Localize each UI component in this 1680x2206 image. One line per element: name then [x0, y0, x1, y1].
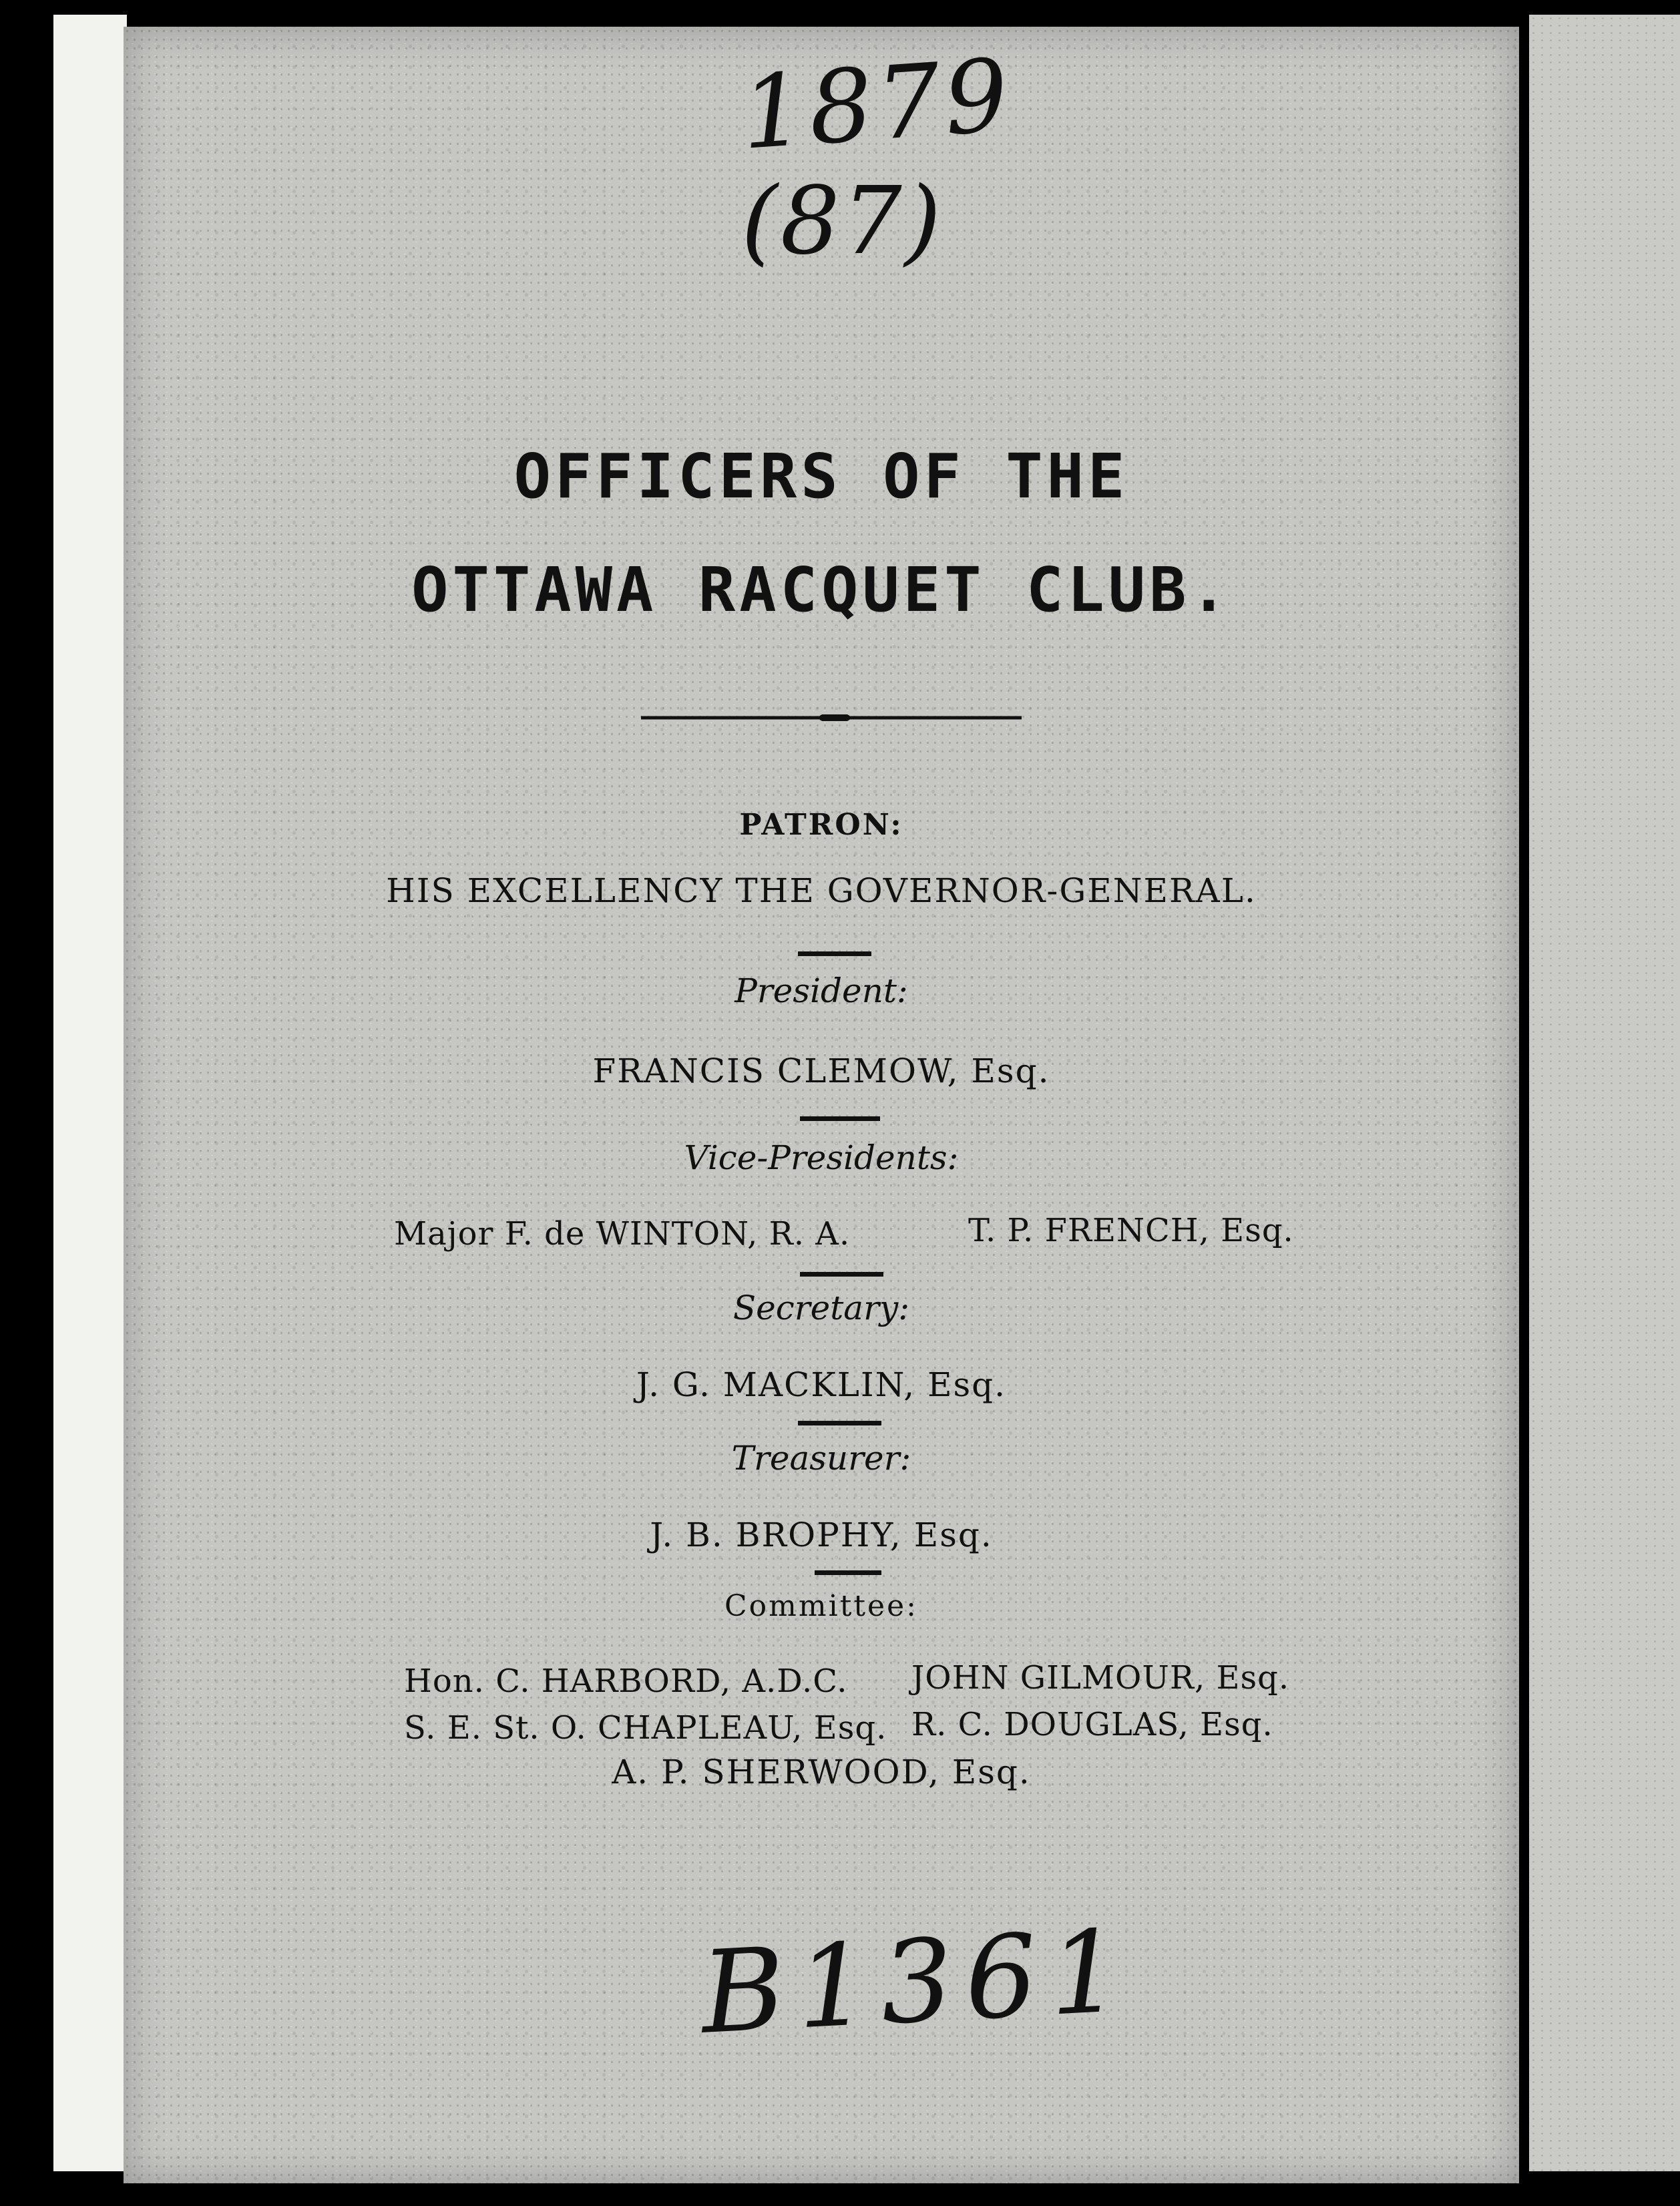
handwritten-page-ref: (87)	[741, 167, 944, 276]
adjacent-page-edge	[1529, 15, 1680, 2171]
handwritten-year: 1879	[737, 37, 1016, 172]
committee-member: Hon. C. HARBORD, A.D.C.	[404, 1663, 848, 1700]
vice-president-1: Major F. de WINTON, R. A.	[394, 1215, 851, 1253]
handwritten-shelfmark: B1361	[698, 1905, 1137, 2060]
secretary-label: Secretary:	[732, 1289, 910, 1327]
patron-name: HIS EXCELLENCY THE GOVERNOR-GENERAL.	[386, 871, 1257, 910]
treasurer-label: Treasurer:	[731, 1439, 911, 1478]
title-line-1: OFFICERS OF THE	[513, 441, 1129, 512]
committee-member: S. E. St. O. CHAPLEAU, Esq.	[404, 1709, 887, 1747]
divider-rule	[798, 1421, 881, 1425]
president-name: FRANCIS CLEMOW, Esq.	[592, 1052, 1050, 1090]
divider-rule	[800, 1272, 883, 1277]
president-label: President:	[734, 971, 908, 1010]
vice-president-2: T. P. FRENCH, Esq.	[968, 1212, 1294, 1249]
committee-member: JOHN GILMOUR, Esq.	[911, 1659, 1290, 1697]
mounting-strip	[53, 15, 127, 2171]
committee-label: Committee:	[724, 1589, 918, 1623]
ornamental-rule	[641, 714, 1022, 721]
patron-label: PATRON:	[739, 808, 903, 842]
vice-presidents-label: Vice-Presidents:	[684, 1138, 959, 1177]
treasurer-name: J. B. BROPHY, Esq.	[650, 1516, 993, 1554]
divider-rule	[798, 951, 871, 956]
document-page	[124, 27, 1519, 2183]
divider-rule	[800, 1116, 880, 1121]
secretary-name: J. G. MACKLIN, Esq.	[636, 1365, 1007, 1404]
committee-member: A. P. SHERWOOD, Esq.	[612, 1753, 1031, 1791]
divider-rule	[815, 1570, 881, 1575]
title-line-2: OTTAWA RACQUET CLUB.	[411, 554, 1231, 626]
committee-member: R. C. DOUGLAS, Esq.	[911, 1706, 1273, 1743]
